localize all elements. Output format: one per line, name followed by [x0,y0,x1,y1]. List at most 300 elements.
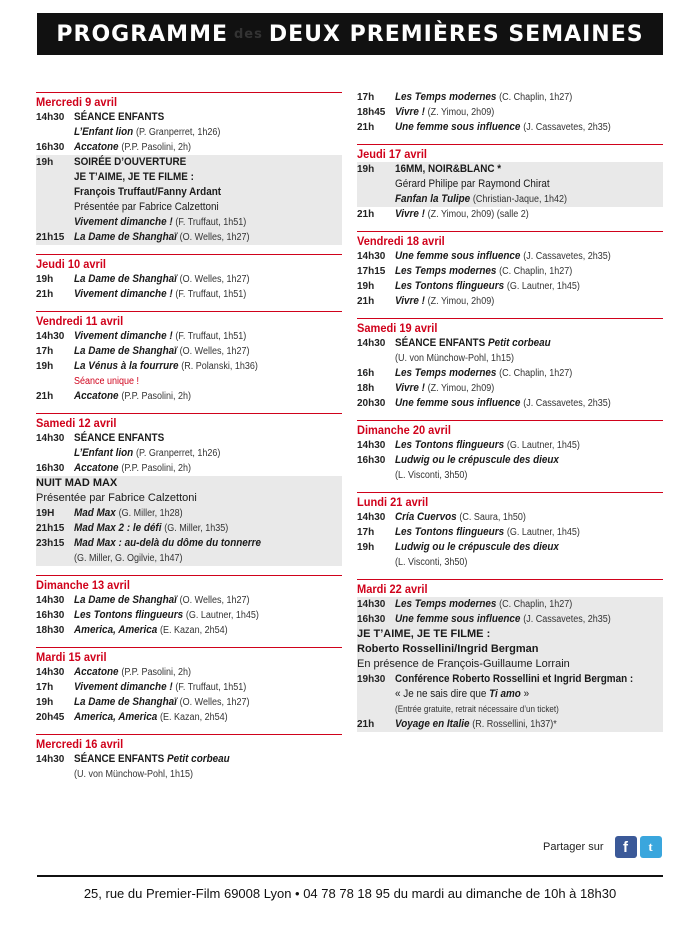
screening-time: 19h [36,361,54,372]
twitter-icon[interactable]: t [640,836,662,858]
film-title[interactable]: America, America [74,711,158,723]
screening-line [395,264,663,279]
film-title[interactable]: Les Temps modernes [395,91,497,103]
screening-row [357,717,663,732]
screening-line [395,612,663,627]
screening-line [74,359,342,374]
screening-details [395,381,663,396]
screening-row [357,294,663,309]
screening-row [36,344,342,359]
screening-row [357,612,663,627]
screening-details [395,525,663,540]
screening-line [74,608,342,623]
film-title[interactable]: Fanfan la Tulipe [395,193,471,205]
screening-details [74,344,342,359]
screening-time: 19h [357,281,375,292]
screening-line-text [395,612,611,627]
film-credits: (C. Chaplin, 1h27) [499,266,573,277]
screening-line [74,215,342,230]
screening-time: 18h [357,383,375,394]
day-title: Dimanche 13 avril [36,578,130,592]
screening-line [395,207,663,222]
event-heading: François Truffaut/Fanny Ardant [74,186,222,198]
screening-line-text [395,192,567,207]
film-title[interactable]: America, America [74,624,158,636]
film-credits: (G. Lautner, 1h45) [506,440,580,451]
film-title[interactable]: Ti amo [489,688,521,700]
special-program-host: En présence de François-Guillaume Lorrain [357,658,570,670]
screening-line [395,672,663,687]
screening-line [74,461,342,476]
day-section [36,311,342,404]
screening-line-text [74,593,250,608]
screening-line-text [395,687,529,702]
screening-time: 19H [36,508,55,519]
screening-time: 14h30 [36,754,65,765]
event-heading: 16MM, NOIR&BLANC * [395,163,502,175]
event-heading: SÉANCE ENFANTS [395,337,486,349]
screening-line-text [395,105,494,120]
screening-line-text [395,702,559,717]
screening-details [395,672,663,717]
screening-line [395,351,663,366]
screening-details [74,110,342,140]
screening-line-text [395,438,580,453]
screening-row [36,521,342,536]
screening-time: 20h30 [357,398,386,409]
screening-line [74,695,342,710]
screening-row [36,506,342,521]
screening-details [74,695,342,710]
screening-line-text [395,90,572,105]
screening-line [395,687,663,702]
film-title[interactable]: Vivre ! [395,382,425,394]
screening-line [395,294,663,309]
film-title[interactable]: Ludwig ou le crépuscule des dieux [395,541,559,553]
screening-line [74,140,342,155]
screening-line [74,185,342,200]
screening-line-text [74,170,194,185]
film-title[interactable]: La Dame de Shanghaï [74,594,177,606]
day-title: Mercredi 16 avril [36,737,124,751]
film-credits: (P.P. Pasolini, 2h) [121,463,192,474]
screening-line-text [74,125,220,140]
screening-line [74,374,342,389]
screening-time: 16h30 [357,455,386,466]
film-title[interactable]: Mad Max [74,507,116,519]
screening-line-text [74,287,246,302]
screening-line-text [395,717,557,732]
screening-details [74,272,342,287]
event-heading: SÉANCE ENFANTS [74,111,165,123]
screening-line [74,752,342,767]
screening-time: 21h [357,296,375,307]
screening-time: 17h [357,527,375,538]
film-credits: (Christian-Jaque, 1h42) [472,194,567,205]
screening-line [395,90,663,105]
film-title[interactable]: Accatone [74,462,119,474]
screening-line-text [395,336,551,351]
day-title: Vendredi 11 avril [36,314,124,328]
film-credits: (O. Welles, 1h27) [179,346,250,357]
screening-details [74,593,342,608]
screening-time: 14h30 [357,512,386,523]
screening-row [357,249,663,264]
left-column [36,92,342,791]
screening-row [357,597,663,612]
screening-line [395,162,663,177]
screening-time: 17h [36,682,54,693]
film-credits: (U. von Münchow-Pohl, 1h15) [74,769,194,780]
screening-details [74,140,342,155]
film-credits: (C. Chaplin, 1h27) [499,599,573,610]
screening-line [74,431,342,446]
screening-line-text [395,294,494,309]
film-title[interactable]: Les Tontons flingueurs [395,526,505,538]
screening-line [74,287,342,302]
screening-line-text [74,374,139,389]
screening-details [395,717,663,732]
screening-details [74,329,342,344]
screening-row [36,461,342,476]
screening-line [74,551,342,566]
screening-details [395,105,663,120]
screening-line [395,192,663,207]
header-banner [37,13,663,55]
day-section [36,647,342,725]
film-credits: (P.P. Pasolini, 2h) [121,667,192,678]
screening-line-text [395,366,572,381]
screening-row [357,510,663,525]
film-credits: (F. Truffaut, 1h51) [175,331,247,342]
film-title[interactable]: Vivre ! [395,106,425,118]
screening-details [74,230,342,245]
film-credits: (O. Welles, 1h27) [179,232,250,243]
footer-divider [37,875,663,877]
screening-details [395,249,663,264]
screening-line-text [395,540,559,555]
screening-line-text [74,272,250,287]
screening-row [357,162,663,207]
film-title[interactable]: Ludwig ou le crépuscule des dieux [395,454,559,466]
screening-row [36,536,342,566]
film-credits: (G. Miller, G. Ogilvie, 1h47) [74,553,183,564]
screening-details [74,710,342,725]
screening-line-text [74,461,191,476]
screening-line-text [395,381,494,396]
film-title[interactable]: Les Temps modernes [395,265,497,277]
film-title[interactable]: Les Tontons flingueurs [395,280,505,292]
film-title[interactable]: La Dame de Shanghaï [74,696,177,708]
film-title[interactable]: Une femme sous influence [395,121,521,133]
screening-row [36,695,342,710]
screening-time: 16h30 [36,142,65,153]
film-credits: (P.P. Pasolini, 2h) [121,391,192,402]
screening-line [74,593,342,608]
event-note: Gérard Philipe par Raymond Chirat [395,178,550,190]
film-title[interactable]: Cría Cuervos [395,511,457,523]
film-credits: (F. Truffaut, 1h51) [175,289,247,300]
screening-line [395,177,663,192]
film-credits: (O. Welles, 1h27) [179,595,250,606]
screening-line [395,366,663,381]
screening-line [395,555,663,570]
screening-line-text [74,155,186,170]
screening-time: 14h30 [357,338,386,349]
screening-line-text [395,207,529,222]
film-title[interactable]: Une femme sous influence [395,613,521,625]
film-credits: (O. Welles, 1h27) [179,274,250,285]
screening-line-text [395,264,572,279]
day-title: Samedi 12 avril [36,416,117,430]
screening-line-text [74,767,193,782]
screening-details [395,438,663,453]
day-title: Jeudi 10 avril [36,257,106,271]
screening-line-text [395,525,580,540]
screening-line-text [395,120,611,135]
screening-details [74,536,342,566]
screening-details [395,294,663,309]
special-program-heading: JE T’AIME, JE TE FILME : [357,628,491,640]
screening-line-text [74,215,246,230]
screening-line [74,521,342,536]
day-section [36,575,342,638]
screening-line-text [74,200,219,215]
screening-line-text [395,555,467,570]
film-credits: (F. Truffaut, 1h51) [175,682,247,693]
screening-details [74,431,342,461]
day-section [357,144,663,222]
screening-time: 21h [357,209,375,220]
screening-details [74,461,342,476]
special-program-host: Présentée par Fabrice Calzettoni [36,492,197,504]
screening-line-text [74,230,250,245]
film-title[interactable]: Vivement dimanche ! [74,330,173,342]
screening-line [395,381,663,396]
screening-line-text [74,185,221,200]
screening-details [395,453,663,483]
screening-time: 19h30 [357,674,386,685]
screening-time: 16h30 [357,614,386,625]
screening-line-text [74,695,250,710]
screening-line [74,272,342,287]
screening-row [36,230,342,245]
screening-line [395,468,663,483]
screening-line [74,506,342,521]
screening-details [74,287,342,302]
film-title[interactable]: Les Temps modernes [395,598,497,610]
facebook-icon[interactable]: f [615,836,637,858]
film-credits: (Z. Yimou, 2h09) [427,107,495,118]
film-title[interactable]: Voyage en Italie [395,718,470,730]
film-title[interactable]: Accatone [74,666,119,678]
day-section [36,413,342,566]
screening-time: 19h [36,274,54,285]
screening-line [74,329,342,344]
screening-line [395,525,663,540]
film-credits: (Z. Yimou, 2h09) [427,383,495,394]
day-section [36,92,342,245]
screening-time: 19h [357,164,375,175]
screening-time: 23h15 [36,538,65,549]
special-program [36,476,342,566]
screening-time: 21h [357,122,375,133]
banner-word-des: des [234,26,263,42]
screening-time: 19h [36,697,54,708]
screening-row [36,272,342,287]
screening-line-text [395,162,501,177]
day-section [36,734,342,782]
film-title[interactable]: Mad Max 2 : le défi [74,522,162,534]
screening-details [74,506,342,521]
entry-note: (Entrée gratuite, retrait nécessaire d’un ticket) [395,704,559,714]
screening-time: 17h [36,346,54,357]
screening-row [36,623,342,638]
day-section [36,254,342,302]
day-title: Samedi 19 avril [357,321,438,335]
screening-line [395,717,663,732]
screening-row [36,665,342,680]
screening-line-text [74,521,228,536]
screening-line [395,510,663,525]
screening-line [395,120,663,135]
day-title: Dimanche 20 avril [357,423,451,437]
screening-line-text [74,665,191,680]
screening-row [36,389,342,404]
event-heading: SOIRÉE D’OUVERTURE [74,156,187,168]
screening-time: 14h30 [36,667,65,678]
screening-time: 16h [357,368,375,379]
screening-time: 14h30 [36,112,65,123]
screening-line [74,125,342,140]
film-title[interactable]: Vivement dimanche ! [74,288,173,300]
event-heading: SÉANCE ENFANTS [74,432,165,444]
film-title[interactable]: Petit corbeau [166,753,230,765]
share-label: Partager sur [543,841,604,853]
footer-address: 25, rue du Premier-Film 69008 Lyon • 04 78 78 18 95 du mardi au dimanche de 10h à 18h30 [83,886,617,901]
screening-time: 21h15 [36,232,65,243]
film-title[interactable]: Accatone [74,141,119,153]
event-heading: Conférence Roberto Rossellini et Ingrid Bergman : [395,673,634,685]
film-credits: (P. Granperret, 1h26) [135,448,221,459]
screening-row [36,752,342,782]
screening-time: 21h [36,391,54,402]
film-title[interactable]: Les Temps modernes [395,367,497,379]
screening-row [36,431,342,461]
screening-row [357,672,663,717]
film-title[interactable]: Les Tontons flingueurs [395,439,505,451]
screening-line [74,344,342,359]
film-title[interactable]: Une femme sous influence [395,250,521,262]
screening-line-text [74,506,183,521]
film-title[interactable]: Vivement dimanche ! [74,216,173,228]
continued-day [357,90,663,135]
day-section [357,579,663,732]
film-credits: (J. Cassavetes, 2h35) [523,251,611,262]
day-section [357,492,663,570]
screening-time: 21h [357,719,375,730]
screening-row [357,438,663,453]
screening-time: 21h [36,289,54,300]
film-title[interactable]: Les Tontons flingueurs [74,609,184,621]
share-bar [543,836,662,858]
special-program-subheading: Roberto Rossellini/Ingrid Bergman [357,643,539,655]
banner-word-rest: DEUX PREMIÈRES SEMAINES [268,21,644,47]
film-title[interactable]: La Vénus à la fourrure [74,360,179,372]
film-title[interactable]: La Dame de Shanghaï [74,273,177,285]
screening-time: 16h30 [36,463,65,474]
screening-details [395,207,663,222]
screening-details [74,389,342,404]
film-title[interactable]: Une femme sous influence [395,397,521,409]
screening-time: 18h45 [357,107,386,118]
day-title: Jeudi 17 avril [357,147,427,161]
screening-details [395,366,663,381]
film-title[interactable]: La Dame de Shanghaï [74,231,177,243]
film-title[interactable]: Vivre ! [395,208,425,220]
screening-row [36,155,342,230]
screening-details [395,264,663,279]
film-title[interactable]: Accatone [74,390,119,402]
screening-details [74,155,342,230]
screening-line-text [395,279,580,294]
screening-line-text [74,752,230,767]
film-credits: (G. Lautner, 1h45) [506,527,580,538]
screening-line-text [74,680,246,695]
screening-line-text [74,359,258,374]
screening-details [395,396,663,411]
day-section [357,420,663,483]
screening-line-text [395,672,633,687]
film-title[interactable]: Petit corbeau [487,337,551,349]
film-credits: (E. Kazan, 2h54) [160,625,228,636]
screening-line [395,336,663,351]
film-credits: (C. Saura, 1h50) [459,512,526,523]
film-title[interactable]: Vivre ! [395,295,425,307]
screening-line [74,767,342,782]
screening-line [395,279,663,294]
screening-time: 14h30 [357,251,386,262]
film-credits: (P. Granperret, 1h26) [135,127,221,138]
screening-line [395,249,663,264]
film-title[interactable]: La Dame de Shanghaï [74,345,177,357]
screening-line-text [395,396,611,411]
screening-line [74,536,342,551]
screening-details [395,90,663,105]
screening-row [357,381,663,396]
day-title: Lundi 21 avril [357,495,429,509]
screening-line-text [74,446,220,461]
screening-details [395,612,663,627]
screening-line [395,540,663,555]
film-credits: (G. Lautner, 1h45) [506,281,580,292]
film-title[interactable]: Vivement dimanche ! [74,681,173,693]
screening-line-text [74,389,191,404]
film-credits: (F. Truffaut, 1h51) [175,217,247,228]
screening-row [36,329,342,344]
screening-time: 18h30 [36,625,65,636]
film-credits: (G. Miller, 1h35) [164,523,229,534]
film-credits: (U. von Münchow-Pohl, 1h15) [395,353,515,364]
film-title[interactable]: Mad Max : au-delà du dôme du tonnerre [74,537,262,549]
film-credits: (R. Polanski, 1h36) [181,361,258,372]
screening-time: 14h30 [357,440,386,451]
film-credits: (C. Chaplin, 1h27) [499,368,573,379]
screening-time: 17h [357,92,375,103]
film-title[interactable]: L’Enfant lion [74,447,134,459]
screening-line [395,453,663,468]
film-title[interactable]: L’Enfant lion [74,126,134,138]
